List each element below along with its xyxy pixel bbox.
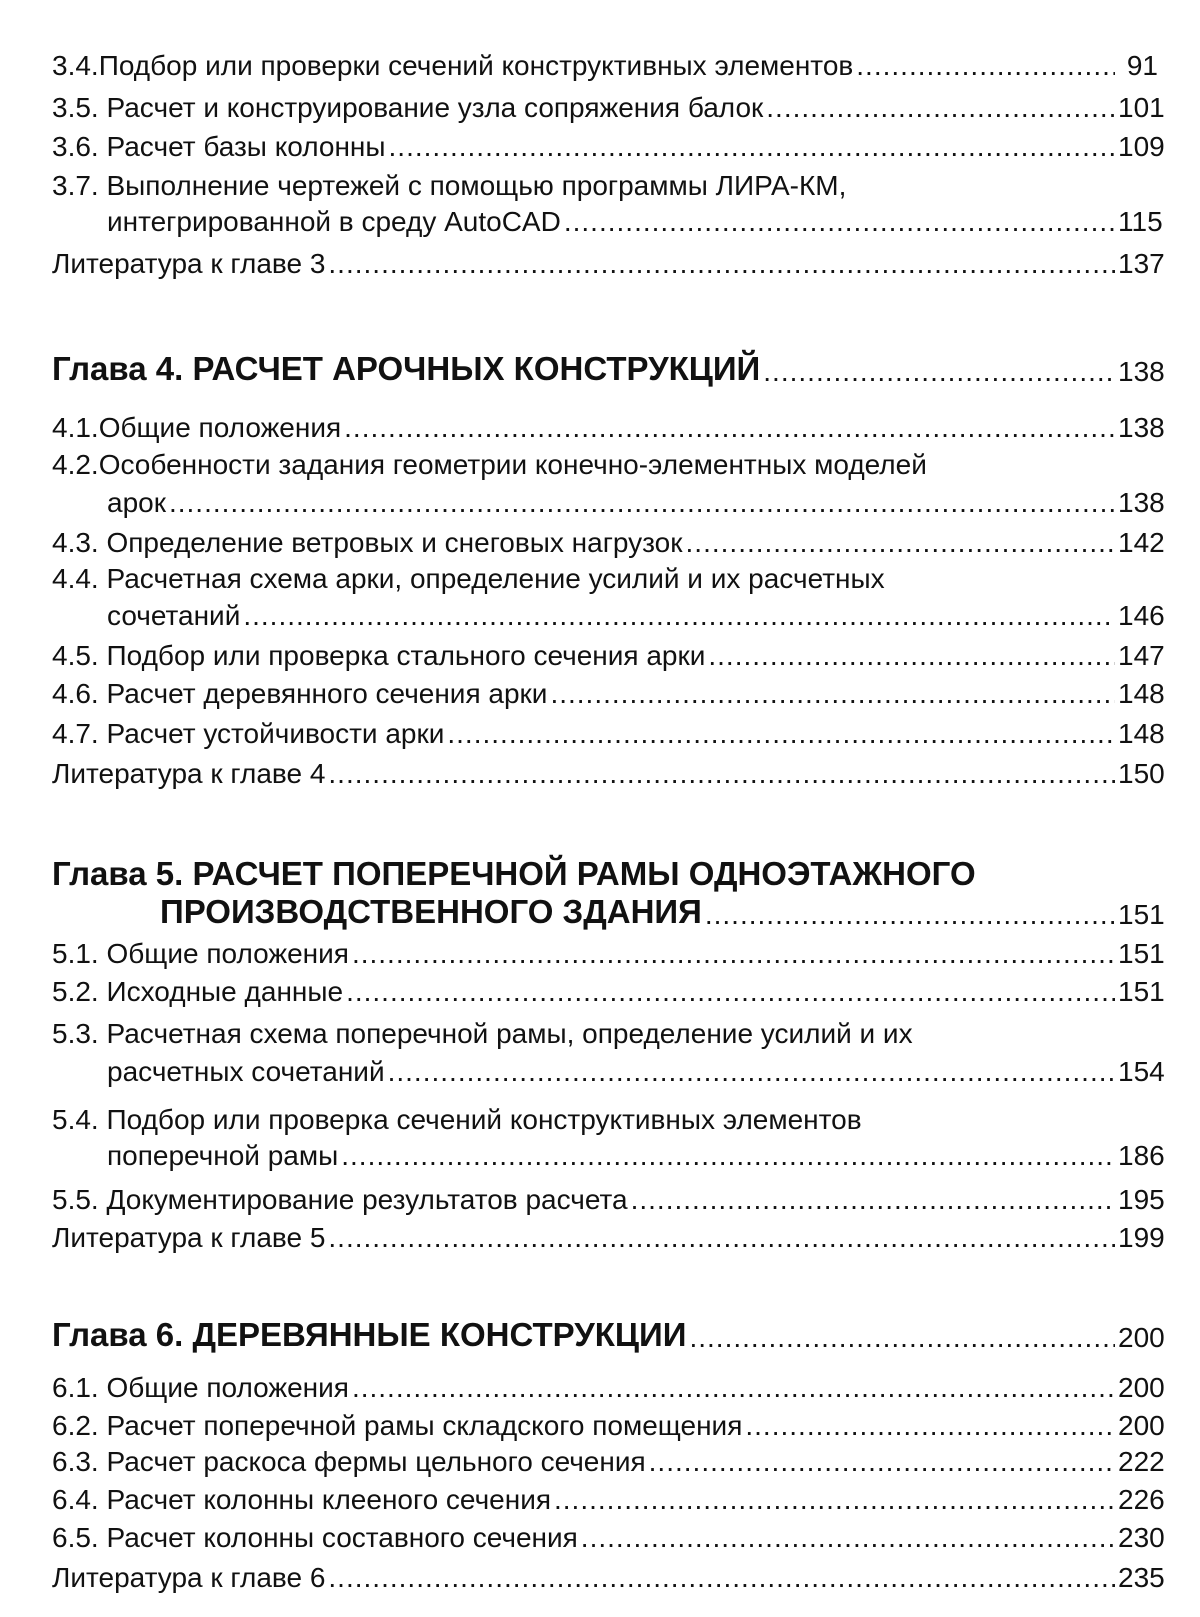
toc-entry (107, 1056, 1165, 1088)
toc-entry (52, 1104, 862, 1136)
toc-entry (107, 487, 1165, 519)
toc-entry-title: Литература к главе 5 (52, 1222, 326, 1253)
toc-entry-title: 6.3. Расчет раскоса фермы цельного сечения (52, 1446, 646, 1477)
dot-leader (169, 487, 1115, 519)
toc-entry (52, 718, 1165, 750)
toc-entry-title: 5.2. Исходные данные (52, 976, 344, 1007)
toc-page-number: 138 (1118, 356, 1165, 387)
dot-leader (328, 1222, 1115, 1254)
toc-page-number: 115 (1118, 206, 1163, 237)
toc-page-number: 137 (1118, 248, 1165, 279)
dot-leader (243, 600, 1115, 632)
dot-leader (686, 527, 1115, 559)
toc-entry-title: расчетных сочетаний (107, 1056, 385, 1087)
dot-leader (763, 356, 1115, 388)
toc-entry (52, 1372, 1165, 1404)
dot-leader (564, 206, 1115, 238)
toc-entry-title: интегрированной в среду AutoCAD (107, 206, 561, 237)
toc-page-number: 200 (1118, 1372, 1165, 1403)
toc-entry-title: арок (107, 487, 166, 518)
toc-page-number: 195 (1118, 1184, 1165, 1215)
toc-entry (52, 1484, 1165, 1516)
toc-page-number: 235 (1118, 1562, 1165, 1593)
toc-entry (52, 938, 1165, 970)
toc-page-number: 199 (1118, 1222, 1165, 1253)
toc-entry-title: Литература к главе 3 (52, 248, 326, 279)
toc-page-number: 222 (1118, 1446, 1165, 1477)
toc-entry (52, 131, 1165, 163)
dot-leader (344, 412, 1115, 444)
toc-entry (52, 1562, 1165, 1594)
toc-page-number: 148 (1118, 718, 1165, 749)
toc-page-number: 148 (1118, 678, 1165, 709)
dot-leader (708, 640, 1115, 672)
toc-entry-title: 3.7. Выполнение чертежей с помощью программы ЛИРА-КМ, (52, 170, 847, 201)
toc-entry-title: 6.5. Расчет колонны составного сечения (52, 1522, 578, 1553)
toc-chapter-heading (52, 855, 976, 893)
toc-entry-title: 3.5. Расчет и конструирование узла сопряжения балок (52, 92, 764, 123)
toc-page-number: 150 (1118, 758, 1165, 789)
toc-entry (52, 1522, 1165, 1554)
toc-page-number: 146 (1118, 600, 1165, 631)
dot-leader (328, 1562, 1115, 1594)
toc-entry-title: 5.1. Общие положения (52, 938, 349, 969)
toc-entry-title: 5.3. Расчетная схема поперечной рамы, определение усилий и их (52, 1018, 913, 1049)
toc-entry-title: 5.5. Документирование результатов расчета (52, 1184, 628, 1215)
toc-entry-title: 3.4.Подбор или проверки сечений конструктивных элементов (52, 50, 854, 81)
toc-page-number: 200 (1118, 1410, 1165, 1441)
dot-leader (856, 50, 1115, 82)
toc-page-number: 151 (1118, 938, 1165, 969)
dot-leader (649, 1446, 1115, 1478)
toc-page-number: 226 (1118, 1484, 1165, 1515)
toc-page-number: 186 (1118, 1140, 1165, 1171)
dot-leader (745, 1410, 1115, 1442)
toc-chapter-heading (160, 893, 1165, 931)
toc-entry (52, 1018, 913, 1050)
toc-page-number: 200 (1118, 1322, 1165, 1353)
toc-entry (52, 527, 1165, 559)
toc-entry-title: Глава 4. РАСЧЕТ АРОЧНЫХ КОНСТРУКЦИЙ (52, 350, 761, 387)
dot-leader (705, 899, 1115, 931)
toc-entry (52, 678, 1165, 710)
toc-entry (52, 640, 1165, 672)
toc-entry-title: 4.1.Общие положения (52, 412, 342, 443)
toc-entry-title: 6.4. Расчет колонны клееного сечения (52, 1484, 551, 1515)
dot-leader (581, 1522, 1115, 1554)
toc-entry (52, 1222, 1165, 1254)
toc-page-number: 109 (1118, 131, 1165, 162)
toc-page-number: 138 (1118, 487, 1165, 518)
dot-leader (389, 131, 1115, 163)
toc-entry-title: 4.7. Расчет устойчивости арки (52, 718, 445, 749)
dot-leader (346, 976, 1115, 1008)
dot-leader (352, 938, 1115, 970)
toc-entry (52, 1446, 1165, 1478)
toc-entry-title: 4.6. Расчет деревянного сечения арки (52, 678, 548, 709)
dot-leader (766, 92, 1115, 124)
toc-entry-title: поперечной рамы (107, 1140, 339, 1171)
toc-page-number: 91 (1126, 50, 1158, 81)
toc-entry-title: Литература к главе 4 (52, 758, 326, 789)
toc-entry-title: 4.5. Подбор или проверка стального сечения арки (52, 640, 706, 671)
toc-entry (107, 600, 1165, 632)
toc-entry (107, 206, 1163, 238)
toc-entry-title: Литература к главе 6 (52, 1562, 326, 1593)
toc-entry (52, 976, 1165, 1008)
toc-page-number: 154 (1118, 1056, 1165, 1087)
toc-entry (107, 1140, 1165, 1172)
toc-entry-title: сочетаний (107, 600, 241, 631)
dot-leader (554, 1484, 1115, 1516)
toc-entry-title: 4.2.Особенности задания геометрии конечно-элементных моделей (52, 449, 927, 480)
toc-entry (52, 412, 1165, 444)
dot-leader (689, 1322, 1115, 1354)
toc-page-number: 147 (1118, 640, 1165, 671)
toc-entry-title: 5.4. Подбор или проверка сечений конструктивных элементов (52, 1104, 862, 1135)
toc-chapter-heading (52, 350, 1165, 388)
toc-entry (52, 1184, 1165, 1216)
toc-entry (52, 170, 846, 202)
toc-page-number: 142 (1118, 527, 1165, 558)
toc-page-number: 101 (1118, 92, 1165, 123)
toc-entry (52, 50, 1158, 82)
dot-leader (341, 1140, 1115, 1172)
dot-leader (550, 678, 1115, 710)
toc-page-number: 138 (1118, 412, 1165, 443)
dot-leader (631, 1184, 1115, 1216)
toc-entry-title: Глава 5. РАСЧЕТ ПОПЕРЕЧНОЙ РАМЫ ОДНОЭТАЖНОГО (52, 855, 976, 892)
dot-leader (328, 758, 1115, 790)
toc-entry-title: 6.1. Общие положения (52, 1372, 349, 1403)
toc-page-number: 230 (1118, 1522, 1165, 1553)
dot-leader (352, 1372, 1115, 1404)
toc-entry (52, 248, 1165, 280)
dot-leader (328, 248, 1115, 280)
toc-page-number: 151 (1118, 976, 1165, 1007)
toc-page-number: 151 (1118, 899, 1165, 930)
dot-leader (388, 1056, 1115, 1088)
toc-entry-title: 4.4. Расчетная схема арки, определение усилий и их расчетных (52, 563, 885, 594)
toc-entry-title: 4.3. Определение ветровых и снеговых нагрузок (52, 527, 683, 558)
toc-entry (52, 449, 927, 481)
toc-entry (52, 758, 1165, 790)
toc-entry-title: Глава 6. ДЕРЕВЯННЫЕ КОНСТРУКЦИИ (52, 1316, 687, 1353)
toc-entry (52, 92, 1165, 124)
toc-entry-title: 3.6. Расчет базы колонны (52, 131, 386, 162)
toc-entry-title: 6.2. Расчет поперечной рамы складского помещения (52, 1410, 743, 1441)
toc-entry (52, 1410, 1165, 1442)
dot-leader (447, 718, 1115, 750)
toc-chapter-heading (52, 1316, 1165, 1354)
toc-entry-title: ПРОИЗВОДСТВЕННОГО ЗДАНИЯ (160, 893, 702, 930)
toc-entry (52, 563, 885, 595)
